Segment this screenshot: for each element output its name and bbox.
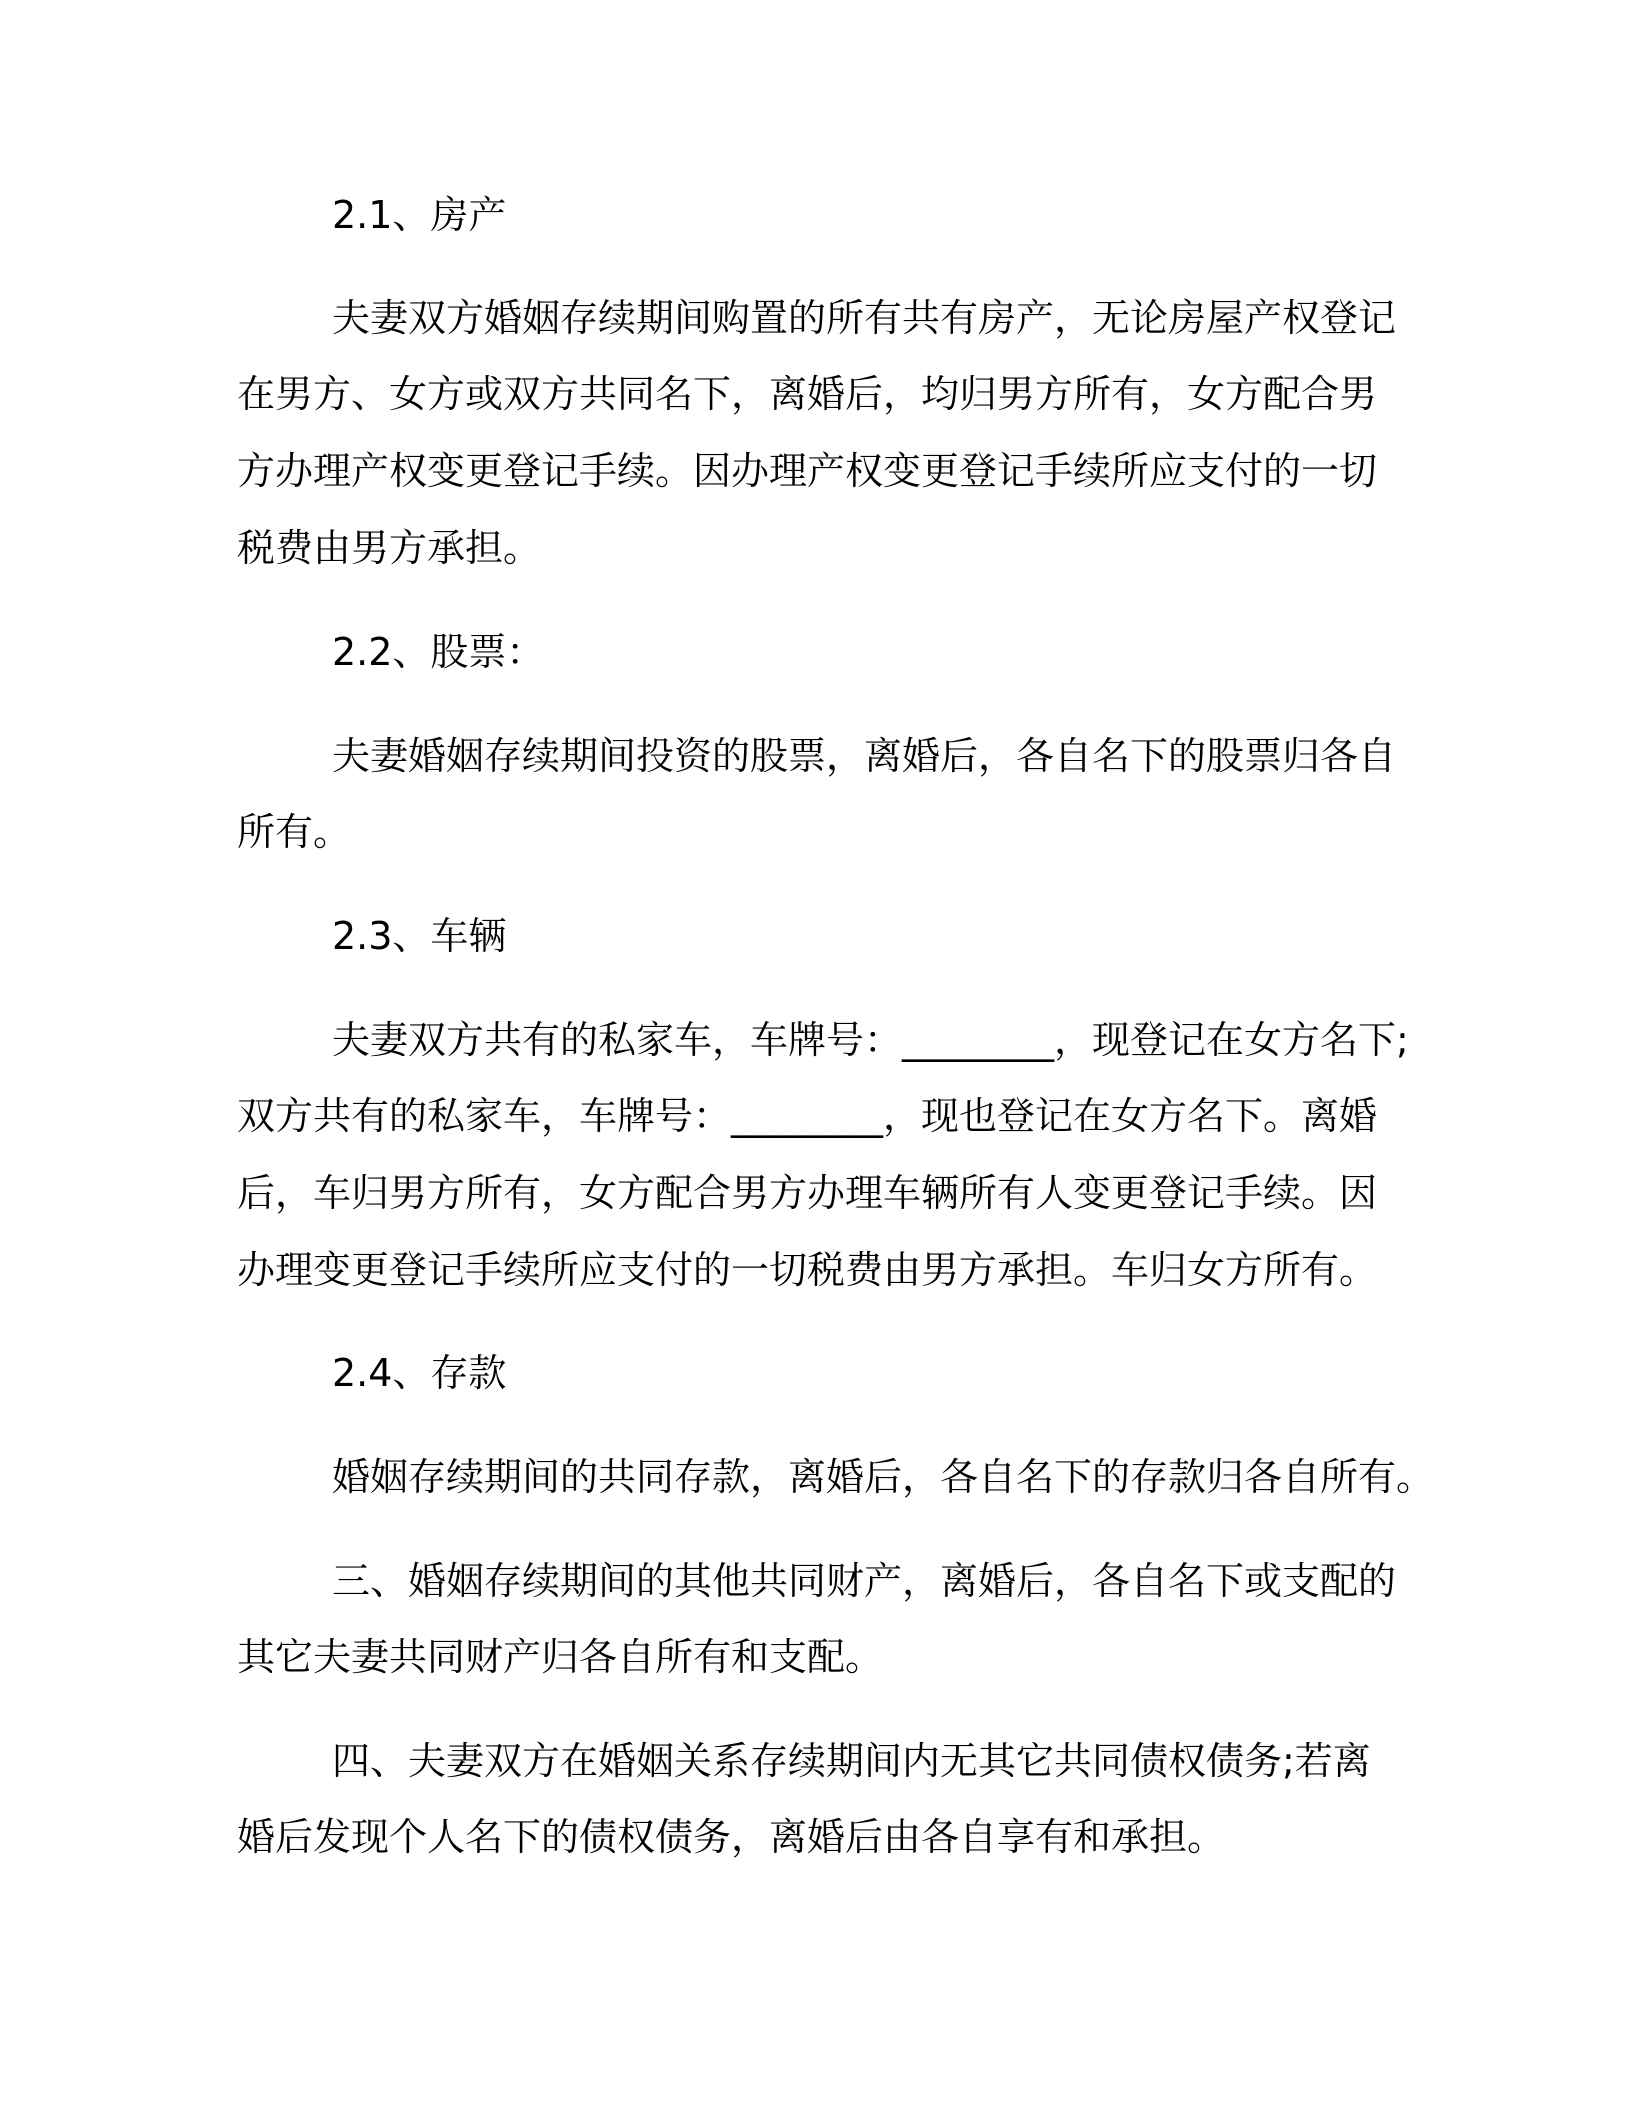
paragraph-line: 在男方、女方或双方共同名下，离婚后，均归男方所有，女方配合男 (237, 372, 1378, 416)
paragraph-line: 办理变更登记手续所应支付的一切税费由男方承担。车归女方所有。 (237, 1248, 1378, 1292)
paragraph-line: 四、夫妻双方在婚姻关系存续期间内无其它共同债权债务;若离 (332, 1739, 1371, 1783)
paragraph-line: 双方共有的私家车，车牌号：________，现也登记在女方名下。离婚 (237, 1094, 1378, 1138)
paragraph-line: 三、婚姻存续期间的其他共同财产，离婚后，各自名下或支配的 (332, 1559, 1397, 1603)
paragraph-line: 其它夫妻共同财产归各自所有和支配。 (237, 1635, 884, 1679)
paragraph-line: 夫妻双方婚姻存续期间购置的所有共有房产，无论房屋产权登记 (332, 296, 1397, 340)
section-heading-2-1: 2.1、房产 (332, 193, 507, 237)
paragraph-line: 婚后发现个人名下的债权债务，离婚后由各自享有和承担。 (237, 1815, 1226, 1859)
paragraph-line: 方办理产权变更登记手续。因办理产权变更登记手续所应支付的一切 (237, 449, 1378, 493)
paragraph-line: 夫妻婚姻存续期间投资的股票，离婚后，各自名下的股票归各自 (332, 734, 1397, 778)
paragraph-line: 夫妻双方共有的私家车，车牌号：________，现登记在女方名下; (332, 1018, 1409, 1062)
paragraph-line: 税费由男方承担。 (237, 526, 542, 570)
section-heading-2-3: 2.3、车辆 (332, 914, 507, 958)
section-heading-2-4: 2.4、存款 (332, 1351, 507, 1395)
paragraph-line: 所有。 (237, 810, 352, 854)
paragraph-line: 后，车归男方所有，女方配合男方办理车辆所有人变更登记手续。因 (237, 1171, 1378, 1215)
section-heading-2-2: 2.2、股票： (332, 630, 545, 674)
paragraph-line: 婚姻存续期间的共同存款，离婚后，各自名下的存款归各自所有。 (332, 1455, 1435, 1499)
